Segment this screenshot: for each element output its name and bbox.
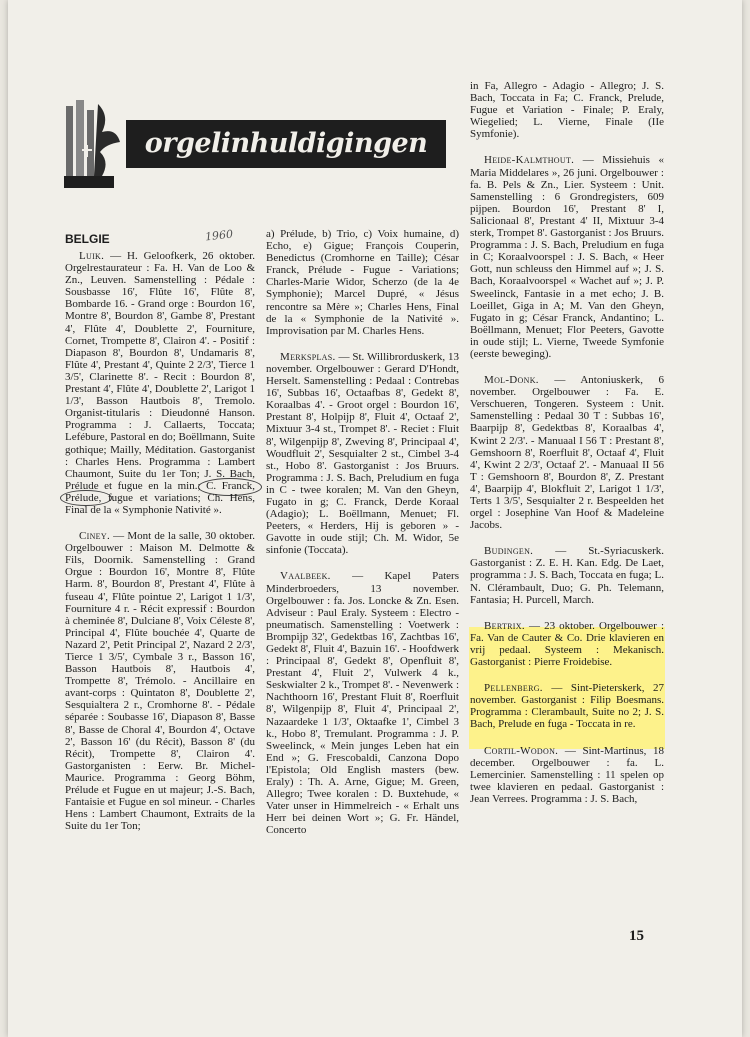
entry-paragraph	[470, 545, 664, 605]
entry-paragraph	[470, 682, 664, 730]
entry-text: — Sint-Pieterskerk, 27 november. Gastorganist : Filip Boesmans. Programma : Clerambault, Suite no 2; J. S. Bach, Prelude en fuga - Toccata in re.	[470, 682, 664, 731]
entry-place: Bertrix.	[484, 619, 525, 632]
entry-paragraph	[470, 80, 664, 140]
text-column-1	[65, 250, 255, 846]
entry-paragraph	[266, 570, 459, 836]
entry-text: — Antoniuskerk, 6 november. Orgelbouwer : Fa. E. Verschueren, Tongeren. Systeem : Unit. Samenstelling : Pedaal 30 T : Subbas 16', Baarpijp 8', Gedektbas 8', Koraalbas 4', Kwint 2 2/3'. - Manuaal I 56 T : Prestant 8', Gemshoorn 8', Roerfluit 8', Octaaf 4', Fluit 4', Kwint 2 2/3', Octaaf 2'. - Manuaal II 56 T : Gemshoorn 8', Bourdon 8', Z. Prestant 4', Baarpijp 4', Blokfluit 2', Larigot 1 1/3', Terts 1 3/5', Sesquialter 2 r. Bespeelden het orgel : Josephine Van Hoof & Madeleine Jacobs.	[470, 374, 664, 532]
entry-text: — Kapel Paters Minderbroeders, 13 november. Orgelbouwer : fa. Jos. Loncke & Zn. Esen. Adviseur : Paul Eraly. Systeem : Electro - pneumatisch. Samenstelling : Voetwerk : Brompijp 32', Gedektbas 16', Zachtbas 16', Gedekt 8', Fluit 4', Bazuin 16'. - Hoofdwerk : Principaal 8', Gedekt 8', Openfluit 8', Prestant 4', Fluit 2', Vulwerk 4 k., Seskwialter 2 k., Trompet 8'. - Nevenwerk : Nachthoorn 16', Prestant Fluit 8', Roerfluit 8', Wilgenpijp 8', Fluit 4', Principaal 2', Nazaardeke 1 1/3', Oktaafke 1', Cimbel 3 k., Hobo 8', Tremulant. Programma : J. P. Sweelinck, « Mein junges Leben hat ein End »; G. Frescobaldi, Canzona Dopo l'Epistola; Old English masters (bew. Eraly) : Th. A. Arne, Gigue; M. Green, Allegro; Twee koralen : D. Buxtehude, « Vater unser in Himmelreich - « Erhalt uns Herr bei deinen Wort »; G. Fr. Händel, Concerto	[266, 570, 459, 837]
organ-emblem-icon	[60, 96, 132, 192]
document-page	[8, 0, 742, 1037]
entry-place: Luik.	[79, 250, 105, 262]
entry-text: — H. Geloofkerk, 26 oktober. Orgelrestaurateur : Fa. H. Van de Loo & Zn., Leuven. Samenstelling : Pédale : Sousbasse 16', Flûte 16', Flûte 8', Bombarde 16. - Grand orge : Bourdon 16', Montre 8', Bourdon 8', Gambe 8', Prestant 4', Flûte 4', Doublette 2', Fourniture, Cornet, Trompette 8', Clairon 4'. - Positif : Diapason 8', Bourdon 8', Undamaris 8', Flûte 4', Prestant 4', Quinte 2 2/3', Tierce 1 3/5', Clarinette 8'. - Recit : Bourdon 8', Prestant 4', Flûte 4', Doublette 2', Larigot 1 1/3', Basson Hautbois 8', Tremolo. Organist-titularis : Dieudonné Hanson. Programma : J. Callaerts, Toccata; Lefébure, Pastoral en do; Boëllmann, Suite gothique; Mailly, Méditation. Gastorganist : Charles Hens. Programma : Lambert Chaumont, Suite du 1er Ton; J. S. Bach, Prélude et fugue en la min.; C. Franck, Prélude, fugue et variations; Ch. Hens, Final de la « Symphonie Nativité ».	[65, 250, 256, 516]
entry-paragraph	[65, 530, 255, 832]
entry-paragraph	[470, 620, 664, 668]
entry-place: Merksplas.	[280, 350, 336, 363]
text-column-3	[470, 80, 664, 819]
entry-place: Budingen.	[484, 545, 534, 558]
entry-text: — Mont de la salle, 30 oktober. Orgelbouwer : Maison M. Delmotte & Fils, Doornik. Samenstelling : Grand Orgue : Bourdon 16', Montre 8', Flûte Harm. 8', Bourdon 8', Prestant 4', Flûte à fuseau 4', Flûte pointue 2', Larigot 1 1/3', Fourniture 4 r. - Récit expressif : Bourdon à cheminée 8', Dulciane 8', Voix Céleste 8', Principal 4', Flûte bouchée 4', Quarte de Nazard 2', Petit Principal 2', Nazard 2 2/3', Tierce 1 3/5', Cymbale 3 r., Basson 16', Basson Hautbois 8', Hautbois 4', Trompette 8', Trémolo. - Ancillaire en avant-corps : Quintaton 8', Doublette 2', Sesquialtera 2 r., Cromhorne 8'. - Pédale séparée : Soubasse 16', Diapason 8', Basse 8', Basse de Choral 4', Bourdon 4', Octave 2', Basson 16' (du Récit), Basson 8' (du Récit), Trompette 8', Clairon 4'. Gastorganisten : Eerw. Br. Michel-Maurice. Programma : Georg Böhm, Prélude et Fugue en ut majeur; J.-S. Bach, Fantaisie et Fugue en sol mineur. - Charles Hens : Lambert Chaumont, Extraits de la Suite du 1er Ton;	[65, 530, 255, 833]
entry-text: — 23 oktober. Orgelbouwer : Fa. Van de Cauter & Co. Drie klavieren en vrij pedaal. Systeem : Mekanisch. Gastorganist : Pierre Froidebise.	[470, 619, 664, 669]
entry-place: Mol-Donk.	[484, 374, 539, 387]
entry-text: in Fa, Allegro - Adagio - Allegro; J. S. Bach, Toccata in Fa; C. Franck, Prelude, Fugue et Variation - Finale; P. Eraly, Wiegelied; L. Vierne, Finale (IIe Symfonie).	[470, 80, 664, 141]
entry-paragraph	[470, 154, 664, 360]
country-heading: BELGIE	[65, 232, 110, 246]
entry-paragraph	[65, 250, 255, 516]
entry-place: Vaalbeek.	[280, 570, 331, 583]
entry-place: Cortil-Wodon.	[484, 744, 559, 757]
entry-paragraph	[266, 351, 459, 557]
entry-place: Ciney.	[79, 530, 110, 543]
text-column-2	[266, 228, 459, 851]
entry-text: a) Prélude, b) Trio, c) Voix humaine, d) Echo, e) Gigue; François Couperin, Benedictus (Cromhorne en Taille); César Franck, Prélude - Fugue - Variations; Charles-Marie Widor, Scherzo (de la 4e Symphonie); Marcel Dupré, « Jésus rencontre sa Mère »; Charles Hens, Final de la « Symphonie de la Nativité ». Improvisation par M. Charles Hens.	[266, 228, 459, 337]
entry-paragraph	[470, 374, 664, 531]
handwritten-note: 1960	[204, 227, 234, 244]
page-number: 15	[629, 928, 644, 944]
entry-text: — St.-Syriacuskerk. Gastorganist : Z. E. H. Kan. Edg. De Laet, programma : J. S. Bach, Toccata en fuga; L. N. Clérambault, Duo; G. Ph. Telemann, Fantasia; H. Purcell, March.	[470, 545, 664, 606]
entry-place: Heide-Kalmthout.	[484, 154, 575, 167]
section-banner: orgelinhuldigingen	[126, 120, 446, 168]
header-graphic	[58, 92, 450, 192]
entry-text: — St. Willibrorduskerk, 13 november. Orgelbouwer : Gerard D'Hondt, Herselt. Samenstelling : Pedaal : Contrebas 16', Subbas 16', Octaafbas 8', Gedekt 8', Koraalbas 4'. - Groot orgel : Bourdon 16', Prestant 8', Holpijp 8', Fluit 4', Octaaf 2', Mixtuur 3-4 st., Trompet 8'. - Reciet : Fluit 8', Wilgenpijp 8', Zweving 8', Principaal 4', Woudfluit 2', Sesquialter 2 st., Cimbel 3-4 st., Hobo 8'. Gastorganist : Jos Bruurs. Programma : J. S. Bach, Preludium en fuga in C - twee koralen; M. Van den Gheyn, Fugato in g; C. Franck, Derde Koraal (Adagio); L. Boëllmann, Menuet; Fl. Peeters, « Herders, Hij is geboren » - Gavotte in oude stijl; Ch. M. Widor, 5e sinfonie (Toccata).	[266, 350, 460, 557]
entry-text: — Sint-Martinus, 18 december. Orgelbouwer : fa. L. Lemercinier. Samenstelling : 11 spelen op twee klavieren en pedaal. Gastorganist : Jean Verrees. Programma : J. S. Bach,	[470, 744, 664, 805]
entry-place: Pellenberg.	[484, 682, 543, 695]
entry-text: — Missiehuis « Maria Middelares », 26 juni. Orgelbouwer : fa. B. Pels & Zn., Lier. Systeem : Unit. Samenstelling : 6 Grondregisters, 609 pijpen. Bourdon 16', Prestant 8' I, Salicionaal 8', Prestant 4' II, Mixtuur 3-4 sterk, Trompet 8'. Gastorganist : Jos Bruurs. Programma : J. S. Bach, Preludium en fuga in C; Koraalvoorspel : J. S. Bach, « Heer Gott, nun schleuss den Himmel auf »; J. S. Bach, Koraalvoorspel « Wachet auf »; J. P. Sweelinck, Fantasie in a met echo; J. B. Loeillet, Giga in A; M. Van den Gheyn, Fugato in g; César Franck, Andantino; L. Boëllmann, Menuet; Flor Peeters, Gavotte in oude stijl; L. Vierne, Tweede Symfonie (eerste beweging).	[470, 154, 664, 360]
entry-paragraph	[470, 745, 664, 805]
entry-paragraph	[266, 228, 459, 337]
